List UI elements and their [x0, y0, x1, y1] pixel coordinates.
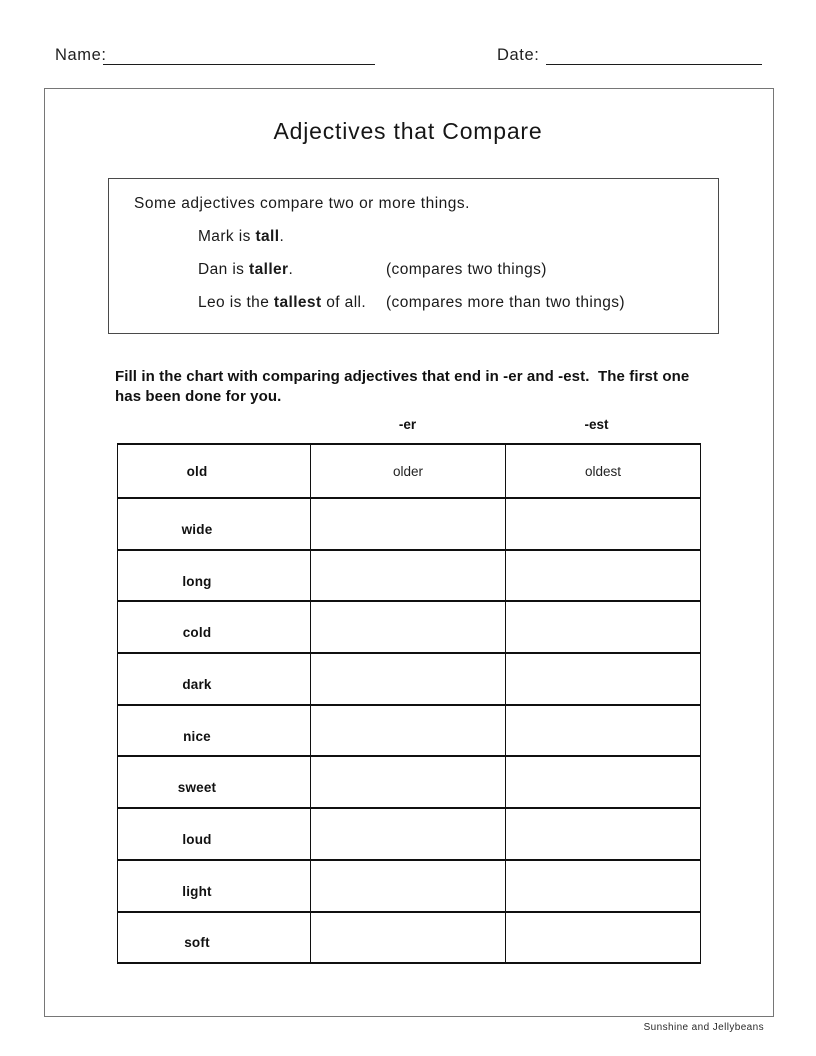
er-blank-cell [311, 551, 506, 603]
word-cell: wide [118, 499, 311, 551]
er-blank-cell [311, 602, 506, 654]
er-blank-cell [311, 499, 506, 551]
column-header-er: -er [398, 417, 417, 432]
example-line [109, 261, 718, 281]
word-cell: light [118, 861, 311, 913]
name-blank-line [103, 45, 375, 65]
est-blank-cell [506, 706, 701, 758]
example-line [109, 294, 718, 314]
est-blank-cell [506, 551, 701, 603]
est-blank-cell [506, 861, 701, 913]
er-blank-cell [311, 757, 506, 809]
est-blank-cell [506, 913, 701, 965]
name-label: Name: [55, 46, 107, 64]
er-blank-cell [311, 913, 506, 965]
example-line [109, 228, 718, 248]
er-blank-cell [311, 654, 506, 706]
word-cell: soft [118, 913, 311, 965]
er-cell: older [311, 445, 506, 499]
word-cell: nice [118, 706, 311, 758]
example-sentence: Dan is taller. [198, 261, 294, 278]
est-blank-cell [506, 757, 701, 809]
page-title: Adjectives that Compare [273, 118, 543, 144]
instructions-line1: Fill in the chart with comparing adjectives that end in -er and -est. The first one [115, 368, 690, 385]
definition-box [108, 178, 719, 334]
er-blank-cell [311, 706, 506, 758]
example-note: (compares more than two things) [386, 294, 625, 311]
example-sentence: Mark is tall. [198, 228, 285, 245]
adjective-chart [117, 443, 701, 964]
word-cell: sweet [118, 757, 311, 809]
est-cell: oldest [506, 445, 701, 499]
footer-credit: Sunshine and Jellybeans [643, 1022, 764, 1033]
est-blank-cell [506, 809, 701, 861]
est-blank-cell [506, 654, 701, 706]
date-label: Date: [497, 46, 540, 64]
word-cell: cold [118, 602, 311, 654]
est-blank-cell [506, 602, 701, 654]
example-note: (compares two things) [386, 261, 547, 278]
word-cell: long [118, 551, 311, 603]
word-cell: loud [118, 809, 311, 861]
definition-text: Some adjectives compare two or more things. [134, 195, 470, 212]
er-blank-cell [311, 809, 506, 861]
word-cell: old [118, 445, 311, 499]
instructions-line2: has been done for you. [115, 388, 282, 405]
date-blank-line [546, 45, 762, 65]
example-sentence: Leo is the tallest of all. [198, 294, 367, 311]
column-header-est: -est [584, 417, 609, 432]
est-blank-cell [506, 499, 701, 551]
er-blank-cell [311, 861, 506, 913]
word-cell: dark [118, 654, 311, 706]
